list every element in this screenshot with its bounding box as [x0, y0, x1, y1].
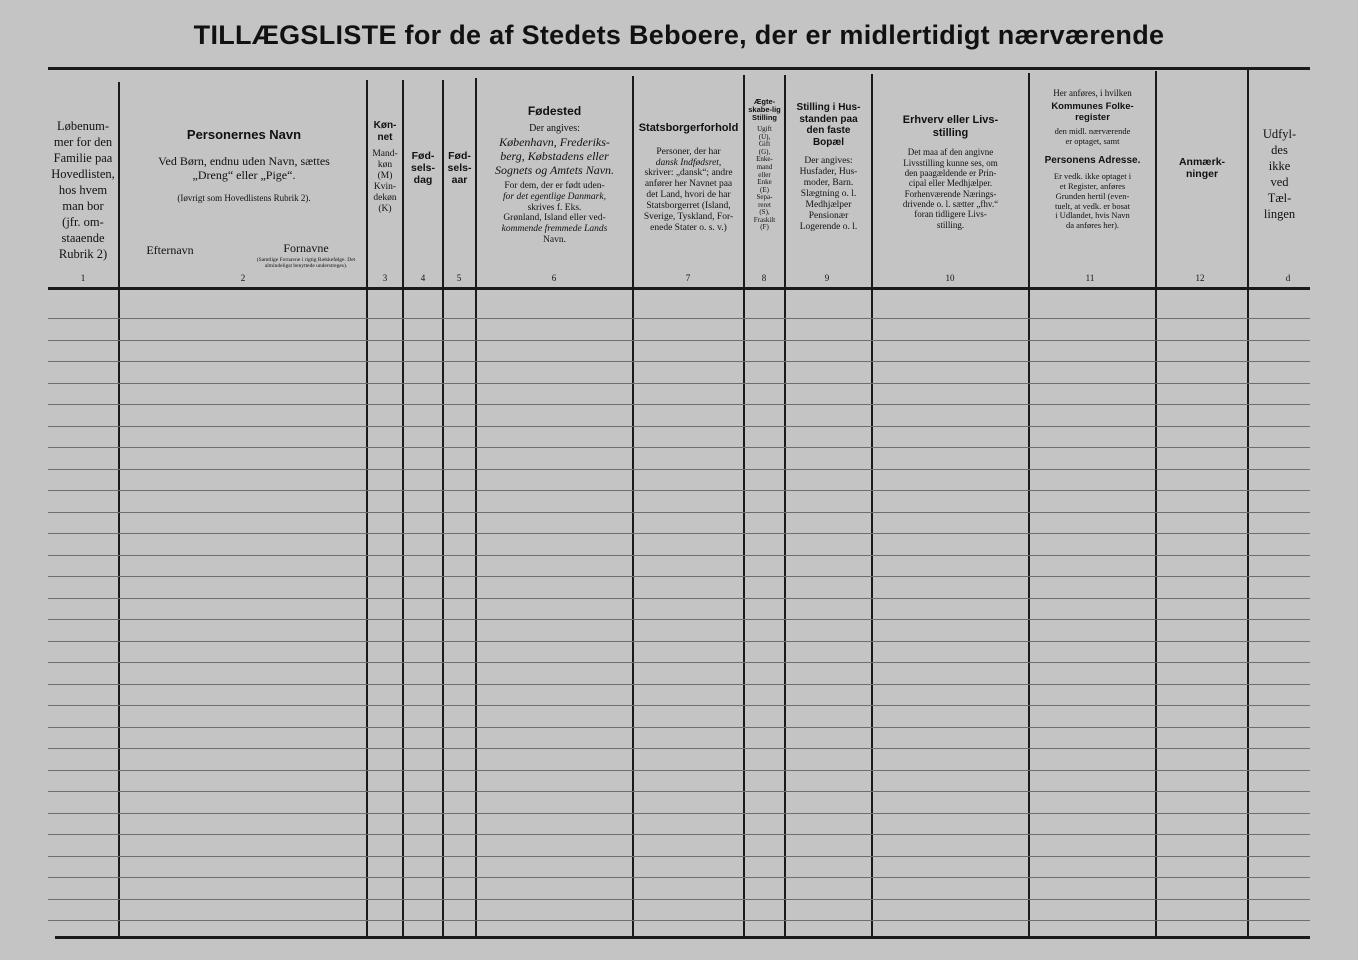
entry-row-line	[48, 813, 1310, 814]
col10-text-line: stilling.	[936, 219, 965, 230]
col-d-text-line: lingen	[1263, 207, 1296, 221]
col6-text-line: for det egentlige Danmark,	[503, 191, 606, 202]
col7-text-line: enede Stater o. s. v.)	[650, 223, 727, 234]
entry-row-line	[48, 770, 1310, 771]
top-rule	[48, 67, 1310, 70]
col11-heading2: Personens Adresse.	[1044, 154, 1141, 166]
col2-firstnames-label	[248, 242, 364, 269]
entry-row-line	[48, 619, 1310, 620]
column-number: 12	[1195, 273, 1205, 283]
col3-text-line: Mand-	[372, 149, 398, 159]
col8-header	[745, 98, 784, 232]
col8-text-line: reret	[758, 200, 771, 209]
col8-text-line: mand	[756, 163, 773, 172]
col3-header	[367, 120, 403, 215]
col6-text-line: skrives f. Eks.	[527, 202, 582, 213]
col11-pre-text: Her anføres, i hvilken	[1053, 88, 1132, 98]
col1-text-line: staaende	[61, 231, 105, 245]
entry-row-line	[48, 748, 1310, 749]
header-bottom-rule	[48, 287, 1310, 290]
col2-text-line: Ved Børn, endnu uden Navn, sættes	[158, 153, 330, 168]
col10-heading: Erhverv eller Livs-stilling	[902, 114, 999, 139]
entry-row-line	[48, 533, 1310, 534]
col7-text-line: Sverige, Tyskland, For-	[643, 212, 734, 223]
col-d-text-line: ved	[1270, 175, 1289, 189]
col7-heading: Statsborgerforhold	[638, 122, 739, 134]
col9-text-line: Pensionær	[808, 210, 849, 221]
col8-text-line: Enke	[757, 178, 772, 187]
entry-row-line	[48, 899, 1310, 900]
entry-row-line	[48, 727, 1310, 728]
firstnames-note: (Samtlige Fornavne i rigtig Rækkefølge. Det almindeligst benyttede understreges).	[256, 256, 356, 269]
col3-text-line: Kvin-	[373, 181, 397, 192]
entry-row-line	[48, 447, 1310, 448]
entry-row-line	[48, 490, 1310, 491]
col2-text-line: „Dreng“ eller „Pige“.	[192, 167, 296, 182]
col3-text-line: køn	[377, 159, 393, 170]
entry-row-line	[48, 662, 1310, 663]
col7-text-line: Statsborgerret (Island,	[646, 201, 731, 212]
col10-text-line: foran tidligere Livs-	[914, 209, 987, 220]
col1-text-line: Rubrik 2)	[58, 247, 108, 261]
entry-row-line	[48, 576, 1310, 577]
col9-header	[786, 102, 871, 232]
col1-text-line: Familie paa	[53, 151, 113, 165]
col11-header	[1030, 88, 1155, 231]
col6-text-line: Sognets og Amtets Navn.	[494, 162, 615, 177]
col6-text-line: Der angives:	[529, 122, 580, 134]
col4-heading: Fød-sels-dag	[411, 150, 435, 187]
entry-row-line	[48, 426, 1310, 427]
col3-text-line: (M)	[377, 170, 393, 181]
col8-text-line: Fraskilt	[753, 215, 776, 224]
column-number: 8	[761, 273, 767, 283]
col11-text-line: Grunden hertil (even-	[1055, 190, 1130, 201]
entry-row-line	[48, 512, 1310, 513]
col7-text-line: Personer, der har	[656, 146, 721, 157]
col12-heading: Anmærk-ninger	[1178, 156, 1226, 181]
column-number: 1	[80, 273, 86, 283]
col6-text-line: berg, Købstadens eller	[500, 149, 609, 164]
surname-label: Efternavn	[146, 243, 194, 257]
col10-text-line: Det maa af den angivne	[907, 147, 994, 158]
col10-text-line: cipal eller Medhjælper.	[908, 178, 993, 189]
column-number: 3	[382, 273, 388, 283]
col2-header	[122, 128, 366, 203]
col6-header	[477, 105, 632, 246]
col1-text-line: (jfr. om-	[62, 215, 104, 229]
entry-row-line	[48, 469, 1310, 470]
col9-text-line: moder, Barn.	[803, 177, 854, 188]
entry-row-line	[48, 641, 1310, 642]
col1-text-line: Hovedlisten,	[51, 167, 115, 181]
col8-text-line: (E)	[760, 185, 769, 194]
col8-text-line: (G),	[758, 147, 771, 156]
col6-heading: Fødested	[527, 104, 582, 118]
col7-header	[634, 122, 743, 234]
column-divider	[1155, 71, 1157, 937]
column-number: 6	[551, 273, 557, 283]
entry-row-line	[48, 877, 1310, 878]
col-d-header	[1249, 126, 1310, 222]
col4-header	[404, 150, 442, 186]
entry-row-line	[48, 340, 1310, 341]
col8-text-line: (S),	[759, 208, 770, 217]
column-divider	[118, 82, 120, 937]
col-d-text-line: des	[1271, 143, 1288, 157]
col11-text-line: tuelt, at vedk. er bosat	[1054, 200, 1131, 211]
col8-text-line: Sepa-	[756, 193, 773, 202]
col12-header	[1157, 156, 1247, 180]
col11-text-line: da anføres her).	[1065, 220, 1120, 231]
entry-row-line	[48, 361, 1310, 362]
page-title: TILLÆGSLISTE for de af Stedets Beboere, der er midlertidigt nærværende	[193, 20, 1165, 50]
column-number: 2	[240, 273, 246, 283]
col10-text-line: drivende o. l. sætter „fhv.“	[902, 199, 999, 209]
col6-text-line: For dem, der er født uden-	[504, 180, 605, 191]
col7-text-line: skriver: „dansk“; andre	[644, 168, 733, 179]
col9-text-line: Husfader, Hus-	[799, 166, 858, 177]
column-divider	[442, 80, 444, 937]
entry-row-line	[48, 705, 1310, 706]
entry-row-line	[48, 555, 1310, 556]
col1-text-line: mer for den	[53, 135, 113, 149]
col8-text-line: Gift	[758, 140, 771, 149]
column-number: 11	[1085, 273, 1095, 283]
col6-text-line: kommende fremmede Lands	[501, 224, 608, 235]
col6-text-line: København, Frederiks-	[499, 135, 610, 150]
col11-text-line: Er vedk. ikke optaget i	[1053, 171, 1132, 182]
col8-text-line: (U),	[758, 132, 771, 141]
col9-text-line: Der angives:	[804, 156, 853, 166]
entry-row-line	[48, 791, 1310, 792]
col10-text-line: den paagældende er Prin-	[904, 167, 997, 178]
col8-text-line: (F)	[760, 223, 769, 232]
col3-text-line: dekøn	[373, 192, 397, 203]
col9-text-line: Medhjælper	[805, 199, 852, 210]
col11-text-line: er optaget, samt	[1065, 135, 1120, 146]
col-d-text-line: ikke	[1268, 159, 1291, 173]
col3-heading: Køn-net	[373, 120, 397, 143]
column-number: 5	[456, 273, 462, 283]
col11-text-line: et Register, anføres	[1059, 180, 1126, 191]
col7-text-line: anfører her Navnet paa	[644, 179, 733, 190]
col8-text-line: Ugift	[757, 125, 772, 134]
col-d-text-line: Udfyl-	[1262, 127, 1297, 141]
col2-text-line: (Iøvrigt som Hovedlistens Rubrik 2).	[177, 192, 311, 203]
col8-text-line: eller	[758, 170, 771, 179]
col1-text-line: Løbenum-	[56, 119, 110, 133]
col3-text-line: (K)	[378, 203, 392, 214]
col5-heading: Fød-sels-aar	[447, 150, 472, 187]
col1-header	[48, 118, 118, 262]
entry-row-line	[48, 684, 1310, 685]
firstnames-label: Fornavne	[283, 241, 329, 255]
column-number: d	[1285, 273, 1291, 283]
col11-text-line: i Udlandet, hvis Navn	[1055, 210, 1130, 221]
col10-header	[873, 114, 1028, 230]
col2-surname-label	[130, 244, 210, 258]
col6-text-line: Navn.	[543, 235, 566, 246]
col1-text-line: hos hvem	[58, 183, 108, 197]
bottom-rule	[55, 936, 1310, 939]
entry-row-line	[48, 856, 1310, 857]
col8-heading: Ægte-skabe-lig Stilling	[748, 97, 781, 123]
col6-text-line: Grønland, Island eller ved-	[503, 213, 606, 224]
col5-header	[444, 150, 475, 186]
column-number: 10	[945, 273, 955, 283]
col2-heading: Personernes Navn	[186, 127, 302, 142]
col-d-text-line: Tæl-	[1267, 191, 1292, 205]
col1-text-line: man bor	[62, 199, 104, 213]
column-number: 9	[824, 273, 830, 283]
column-number: 4	[420, 273, 426, 283]
entry-row-line	[48, 383, 1310, 384]
col11-heading: Kommunes Folke-register	[1051, 101, 1134, 124]
col11-text-line: den midl. nærværende	[1054, 126, 1131, 137]
col10-text-line: Forhenværende Nærings-	[904, 188, 997, 199]
entry-row-line	[48, 404, 1310, 405]
col9-text-line: Logerende o. l.	[799, 221, 858, 232]
col9-text-line: Slægtning o. l.	[800, 188, 857, 199]
col9-heading: Stilling i Hus-standen paa den faste Bopæl	[796, 102, 861, 148]
column-number: 7	[685, 273, 691, 283]
entry-row-line	[48, 834, 1310, 835]
entry-row-line	[48, 598, 1310, 599]
col7-text-line: dansk Indfødsret,	[655, 157, 722, 168]
entry-row-line	[48, 920, 1310, 921]
col8-text-line: Enke-	[756, 155, 773, 164]
entry-row-line	[48, 318, 1310, 319]
col7-text-line: det Land, hvori de har	[646, 190, 731, 201]
col10-text-line: Livsstilling kunne ses, om	[903, 157, 998, 168]
